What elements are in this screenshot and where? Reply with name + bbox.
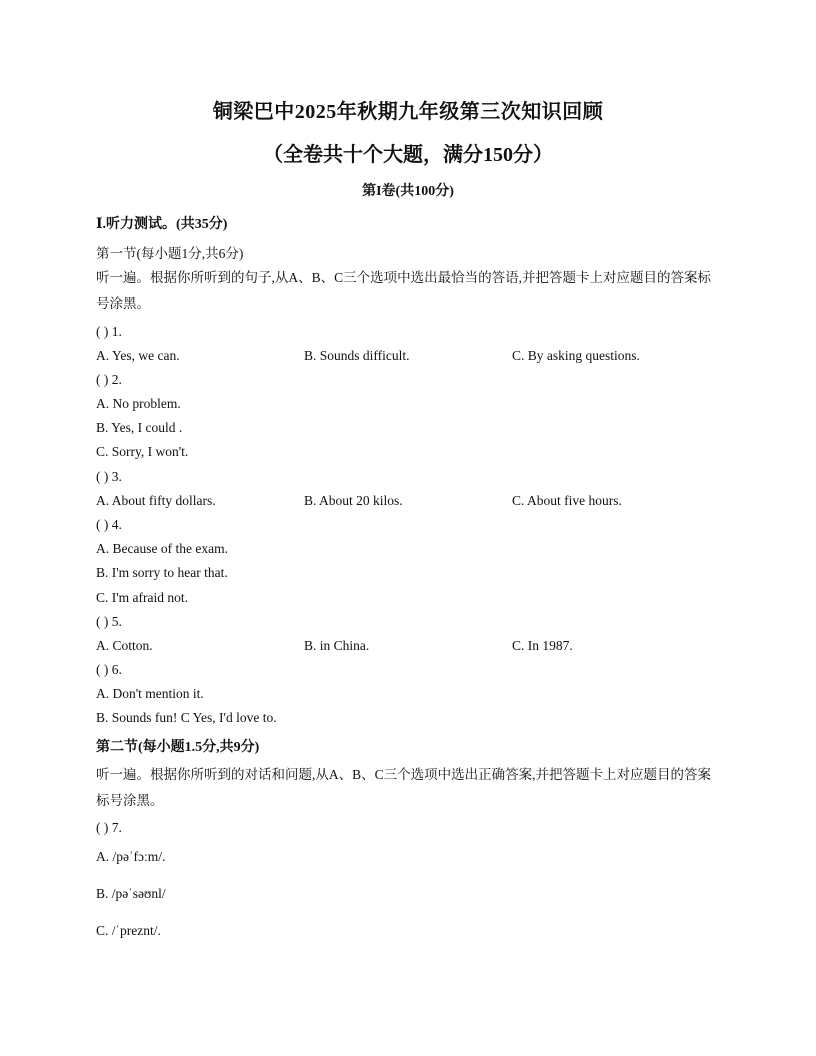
- option-c: C. I'm afraid not.: [96, 590, 189, 605]
- volume-heading: 第I卷(共100分): [362, 184, 454, 199]
- part1-heading: 第一节(每小题1分,共6分): [96, 246, 244, 261]
- option-c: C. About five hours.: [512, 493, 622, 508]
- part2-heading: 第二节(每小题1.5分,共9分): [96, 740, 260, 755]
- part1-instruction: 听一遍。根据你所听到的句子,从A、B、C三个选项中选出最恰当的答语,并把答题卡上对应题目的答案标号涂黑。: [96, 270, 712, 311]
- option-a: A. No problem.: [96, 396, 181, 411]
- option-c: C. In 1987.: [512, 638, 573, 653]
- option-b: B. Sounds fun! C Yes, I'd love to.: [96, 710, 277, 725]
- option-b: B. About 20 kilos.: [304, 493, 403, 508]
- question-stem: ( ) 6.: [96, 662, 122, 677]
- option-c: C. Sorry, I won't.: [96, 444, 189, 459]
- option-a: A. /pəˈfɔːm/.: [96, 849, 166, 864]
- option-b: B. in China.: [304, 638, 370, 653]
- option-c: C. By asking questions.: [512, 348, 640, 363]
- part2-instruction: 听一遍。根据你所听到的对话和问题,从A、B、C三个选项中选出正确答案,并把答题卡上对应题目的答案标号涂黑。: [96, 767, 712, 808]
- option-a: A. Yes, we can.: [96, 348, 180, 363]
- question-stem: ( ) 7.: [96, 820, 122, 835]
- option-b: B. /pəˈsəʊnl/: [96, 886, 166, 901]
- option-a: A. Cotton.: [96, 638, 153, 653]
- question-stem: ( ) 2.: [96, 372, 122, 387]
- option-c: C. /ˈpreznt/.: [96, 923, 161, 938]
- section-heading-listening: Ⅰ.听力测试。(共35分): [96, 217, 228, 232]
- option-a: A. Don't mention it.: [96, 686, 204, 701]
- question-stem: ( ) 5.: [96, 614, 122, 629]
- question-stem: ( ) 1.: [96, 324, 122, 339]
- question-stem: ( ) 3.: [96, 469, 122, 484]
- option-b: B. Sounds difficult.: [304, 348, 410, 363]
- option-b: B. Yes, I could .: [96, 420, 183, 435]
- option-b: B. I'm sorry to hear that.: [96, 565, 228, 580]
- exam-subtitle: （全卷共十个大题，满分150分）: [263, 144, 553, 166]
- option-a: A. Because of the exam.: [96, 541, 228, 556]
- question-stem: ( ) 4.: [96, 517, 122, 532]
- option-a: A. About fifty dollars.: [96, 493, 216, 508]
- exam-title: 铜梁巴中2025年秋期九年级第三次知识回顾: [212, 101, 604, 123]
